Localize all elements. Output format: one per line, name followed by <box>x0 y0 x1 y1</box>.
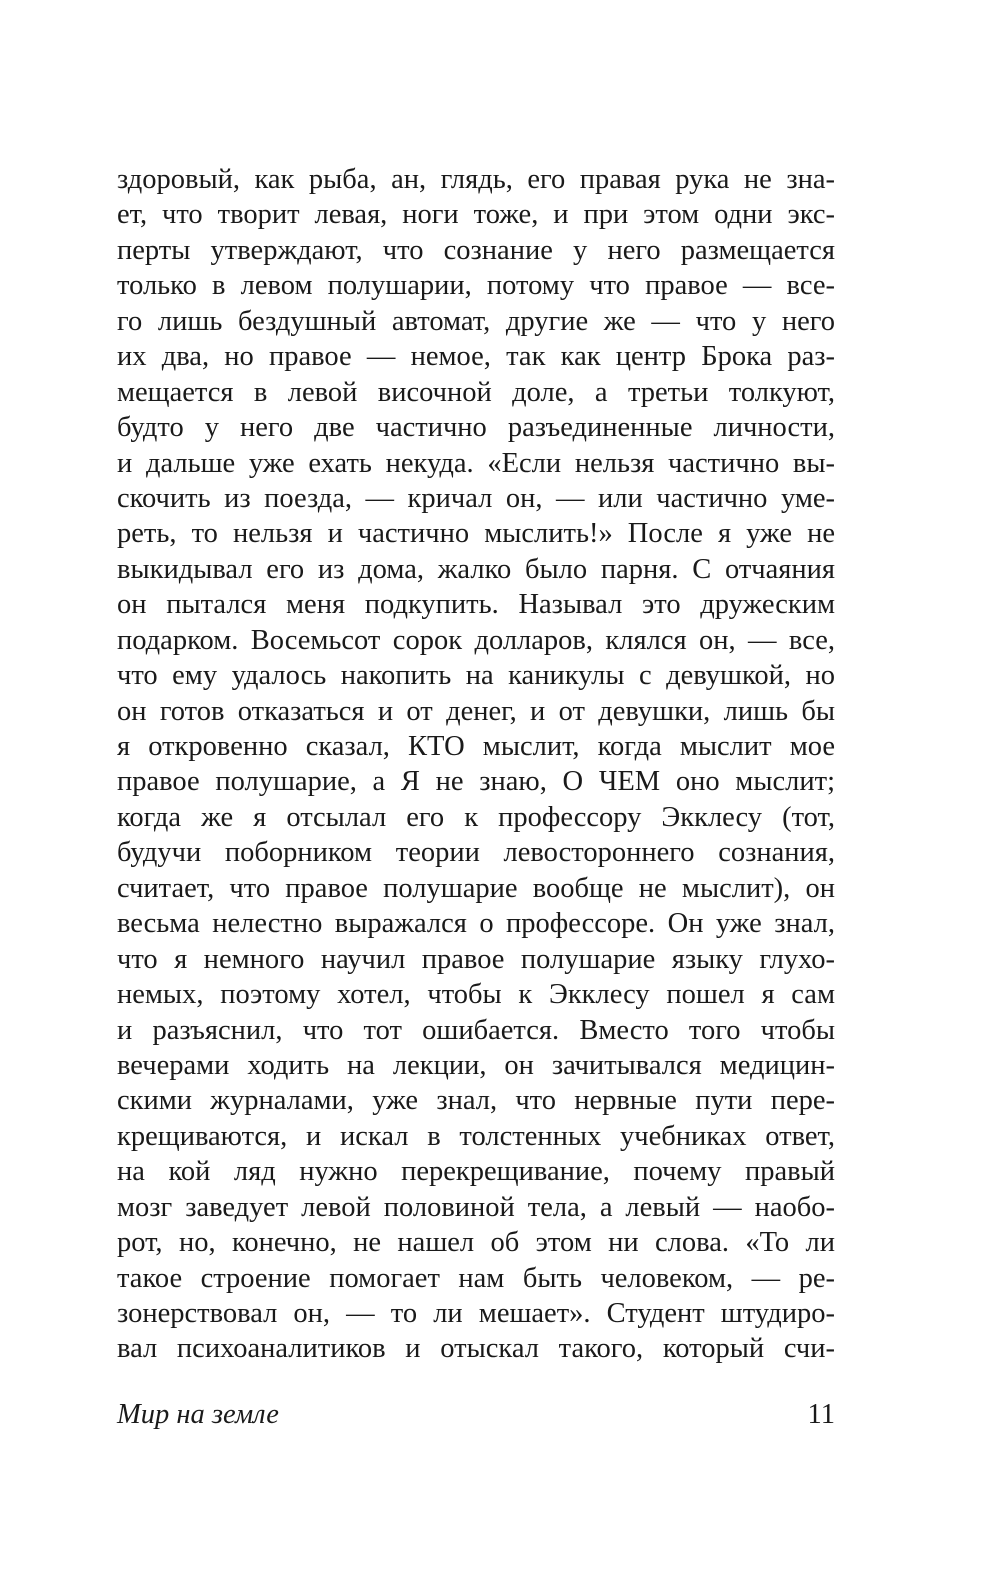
text-line: он готов отказаться и от денег, и от девушки, лишь бы <box>117 695 835 727</box>
text-line: зонерствовал он, — то ли мешает». Студент штудиро- <box>117 1298 835 1329</box>
text-line: я откровенно сказал, КТО мыслит, когда мыслит мое <box>117 731 835 762</box>
text-line: мещается в левой височной доле, а третьи толкуют, <box>117 376 835 408</box>
text-line: их два, но правое — немое, так как центр Брока раз- <box>117 341 835 373</box>
text-line: скочить из поезда, — кричал он, — или частично уме- <box>117 482 835 514</box>
text-line: когда же я отсылал его к профессору Экклесу (тот, <box>117 801 835 833</box>
page-footer <box>117 1395 835 1435</box>
text-line: немых, поэтому хотел, чтобы к Экклесу пошел я сам <box>117 979 835 1011</box>
text-line: вечерами ходить на лекции, он зачитывался медицин- <box>117 1049 835 1081</box>
text-line: мозг заведует левой половиной тела, а левый — наобо- <box>117 1191 835 1223</box>
text-line: только в левом полушарии, потому что правое — все- <box>117 270 835 302</box>
running-title: Мир на земле <box>117 1399 279 1430</box>
text-line: рот, но, конечно, не нашел об этом ни слова. «То ли <box>117 1227 835 1259</box>
text-line: что я немного научил правое полушарие языку глухо- <box>117 943 835 975</box>
text-line: выкидывал его из дома, жалко было парня. С отчаяния <box>117 553 835 585</box>
text-line: скими журналами, уже знал, что нервные пути пере- <box>117 1085 835 1117</box>
text-line: правое полушарие, а Я не знаю, О ЧЕМ оно мыслит; <box>117 766 835 798</box>
text-line: перты утверждают, что сознание у него размещается <box>117 234 835 266</box>
text-line: здоровый, как рыба, ан, глядь, его правая рука не зна- <box>117 164 835 195</box>
text-line: вал психоаналитиков и отыскал такого, который счи- <box>117 1333 835 1365</box>
text-line: го лишь бездушный автомат, другие же — что у него <box>117 305 835 337</box>
text-line: ет, что творит левая, ноги тоже, и при этом одни экс- <box>117 199 835 231</box>
text-line: считает, что правое полушарие вообще не мыслит), он <box>117 872 835 904</box>
text-line: будто у него две частично разъединенные личности, <box>117 412 835 444</box>
page-number: 11 <box>807 1399 835 1430</box>
text-line: он пытался меня подкупить. Называл это дружеским <box>117 589 835 621</box>
text-line: и разъяснил, что тот ошибается. Вместо того чтобы <box>117 1014 835 1046</box>
text-line: крещиваются, и искал в толстенных учебниках ответ, <box>117 1120 835 1152</box>
text-line: такое строение помогает нам быть человеком, — ре- <box>117 1262 835 1294</box>
text-line: реть, то нельзя и частично мыслить!» После я уже не <box>117 518 835 550</box>
body-text <box>117 162 835 1367</box>
text-line: что ему удалось накопить на каникулы с девушкой, но <box>117 660 835 692</box>
text-line: весьма нелестно выражался о профессоре. Он уже знал, <box>117 908 835 940</box>
text-line: будучи поборником теории левостороннего сознания, <box>117 837 835 869</box>
text-line: на кой ляд нужно перекрещивание, почему правый <box>117 1156 835 1188</box>
text-line: подарком. Восемьсот сорок долларов, клялся он, — все, <box>117 624 835 656</box>
text-line: и дальше уже ехать некуда. «Если нельзя частично вы- <box>117 447 835 479</box>
